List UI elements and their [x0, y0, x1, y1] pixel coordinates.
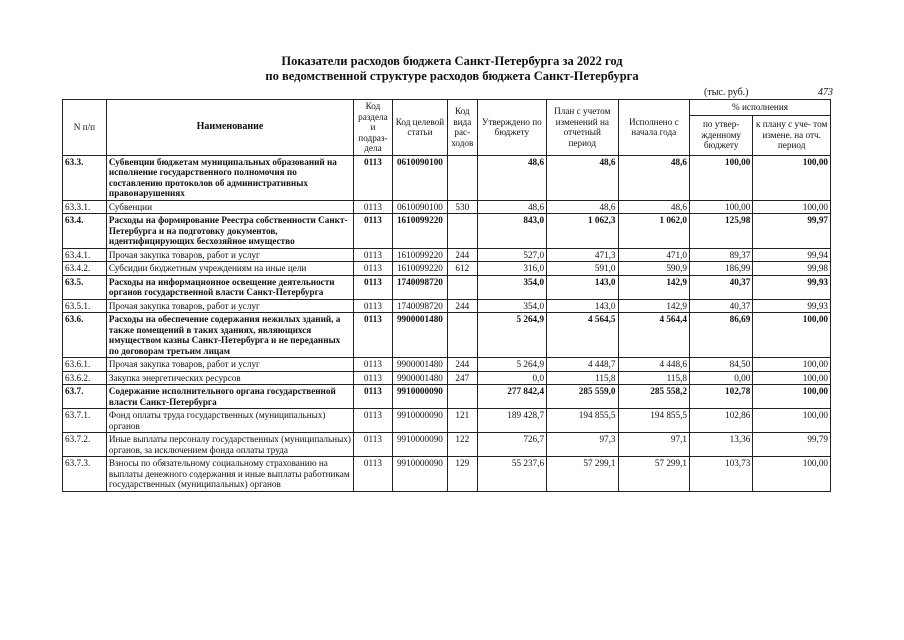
cell-name: Иные выплаты персоналу государственных (муниципальных) органов, за исключением фонда оплаты труда [106, 433, 353, 457]
cell-isp: 4 448,6 [618, 358, 689, 372]
cell-plan: 285 559,0 [547, 385, 618, 409]
cell-num: 63.4. [63, 214, 107, 249]
report-title-line2: по ведомственной структуре расходов бюджета Санкт-Петербурга [265, 69, 639, 83]
cell-plan: 4 564,5 [547, 313, 618, 358]
cell-vid: 244 [447, 358, 477, 372]
cell-pct-plan: 100,00 [753, 371, 831, 385]
cell-razdel: 0113 [354, 155, 393, 200]
cell-cel: 1610099220 [392, 262, 447, 276]
cell-isp: 4 564,4 [618, 313, 689, 358]
cell-cel: 9910000090 [392, 433, 447, 457]
cell-isp: 471,0 [618, 248, 689, 262]
cell-pct-utv: 125,98 [690, 214, 753, 249]
table-body [63, 155, 831, 491]
cell-isp: 1 062,0 [618, 214, 689, 249]
cell-utv: 48,6 [477, 155, 546, 200]
cell-plan: 48,6 [547, 155, 618, 200]
col-header-isp: Исполнено с начала года [618, 100, 689, 156]
cell-pct-utv: 102,86 [690, 409, 753, 433]
cell-pct-plan: 99,94 [753, 248, 831, 262]
col-header-pct-utv: по утвер- жденному бюджету [690, 115, 753, 155]
col-header-plan: План с учетом изменений на отчетный период [547, 100, 618, 156]
cell-razdel: 0113 [354, 385, 393, 409]
cell-name: Расходы на обеспечение содержания нежилых зданий, а также помещений в таких зданиях, являющихся имуществом казны Санкт-Петербурга и не переданных по договорам третьим лицам [106, 313, 353, 358]
cell-name: Субвенции бюджетам муниципальных образований на исполнение государственного полномочия по составлению протоколов об административных правонарушениях [106, 155, 353, 200]
col-header-name: Наименование [106, 100, 353, 156]
cell-pct-utv: 13,36 [690, 433, 753, 457]
cell-num: 63.4.2. [63, 262, 107, 276]
cell-cel: 9910000090 [392, 409, 447, 433]
cell-pct-plan: 99,93 [753, 275, 831, 299]
table-row [63, 371, 831, 385]
cell-num: 63.7.1. [63, 409, 107, 433]
cell-cel: 1610099220 [392, 248, 447, 262]
cell-utv: 316,0 [477, 262, 546, 276]
cell-pct-plan: 100,00 [753, 457, 831, 492]
cell-vid [447, 214, 477, 249]
cell-vid [447, 275, 477, 299]
cell-pct-plan: 100,00 [753, 358, 831, 372]
cell-pct-utv: 89,37 [690, 248, 753, 262]
cell-cel: 9910000090 [392, 457, 447, 492]
cell-razdel: 0113 [354, 371, 393, 385]
table-row [63, 385, 831, 409]
cell-razdel: 0113 [354, 313, 393, 358]
cell-pct-plan: 100,00 [753, 313, 831, 358]
cell-utv: 726,7 [477, 433, 546, 457]
cell-vid: 129 [447, 457, 477, 492]
cell-isp: 142,9 [618, 275, 689, 299]
cell-plan: 1 062,3 [547, 214, 618, 249]
cell-utv: 354,0 [477, 275, 546, 299]
page-number: 473 [818, 87, 833, 98]
cell-isp: 57 299,1 [618, 457, 689, 492]
cell-plan: 591,0 [547, 262, 618, 276]
cell-num: 63.3.1. [63, 200, 107, 214]
cell-name: Субвенции [106, 200, 353, 214]
cell-razdel: 0113 [354, 409, 393, 433]
cell-num: 63.5. [63, 275, 107, 299]
cell-pct-utv: 0,00 [690, 371, 753, 385]
table-row [63, 313, 831, 358]
cell-pct-utv: 100,00 [690, 200, 753, 214]
cell-utv: 48,6 [477, 200, 546, 214]
cell-num: 63.7.3. [63, 457, 107, 492]
cell-pct-plan: 99,79 [753, 433, 831, 457]
cell-plan: 471,3 [547, 248, 618, 262]
table-row [63, 155, 831, 200]
cell-vid: 121 [447, 409, 477, 433]
cell-pct-plan: 100,00 [753, 155, 831, 200]
col-header-num: N п/п [63, 100, 107, 156]
cell-cel: 1740098720 [392, 299, 447, 313]
cell-utv: 843,0 [477, 214, 546, 249]
cell-num: 63.7. [63, 385, 107, 409]
cell-num: 63.6.1. [63, 358, 107, 372]
table-row [63, 409, 831, 433]
cell-plan: 143,0 [547, 275, 618, 299]
cell-num: 63.3. [63, 155, 107, 200]
report-title-line1: Показатели расходов бюджета Санкт-Петербурга за 2022 год [281, 54, 623, 68]
table-row [63, 214, 831, 249]
cell-cel: 0610090100 [392, 200, 447, 214]
cell-razdel: 0113 [354, 358, 393, 372]
cell-name: Расходы на информационное освещение деятельности органов государственной власти Санкт-Петербурга [106, 275, 353, 299]
cell-vid [447, 385, 477, 409]
table-row [63, 433, 831, 457]
budget-table [62, 99, 831, 492]
cell-isp: 142,9 [618, 299, 689, 313]
cell-pct-utv: 84,50 [690, 358, 753, 372]
cell-pct-utv: 86,69 [690, 313, 753, 358]
cell-name: Содержание исполнительного органа государственной власти Санкт-Петербурга [106, 385, 353, 409]
cell-plan: 4 448,7 [547, 358, 618, 372]
cell-utv: 354,0 [477, 299, 546, 313]
cell-cel: 9900001480 [392, 313, 447, 358]
header-row [63, 100, 831, 116]
col-header-utv: Утверждено по бюджету [477, 100, 546, 156]
cell-isp: 285 558,2 [618, 385, 689, 409]
cell-vid: 530 [447, 200, 477, 214]
cell-vid: 244 [447, 248, 477, 262]
cell-pct-utv: 102,78 [690, 385, 753, 409]
cell-isp: 97,1 [618, 433, 689, 457]
cell-razdel: 0113 [354, 457, 393, 492]
col-header-cel: Код целевой статьи [392, 100, 447, 156]
table-row [63, 248, 831, 262]
cell-cel: 9900001480 [392, 371, 447, 385]
cell-razdel: 0113 [354, 214, 393, 249]
cell-razdel: 0113 [354, 248, 393, 262]
cell-razdel: 0113 [354, 200, 393, 214]
cell-plan: 97,3 [547, 433, 618, 457]
cell-utv: 55 237,6 [477, 457, 546, 492]
table-row [63, 457, 831, 492]
cell-pct-plan: 100,00 [753, 200, 831, 214]
cell-plan: 143,0 [547, 299, 618, 313]
cell-cel: 0610090100 [392, 155, 447, 200]
cell-name: Прочая закупка товаров, работ и услуг [106, 248, 353, 262]
units-label: (тыс. руб.) [704, 87, 749, 98]
cell-name: Прочая закупка товаров, работ и услуг [106, 358, 353, 372]
table-row [63, 358, 831, 372]
cell-num: 63.6. [63, 313, 107, 358]
col-header-razdel: Код раздела и подраз- дела [354, 100, 393, 156]
cell-utv: 0,0 [477, 371, 546, 385]
col-header-pct-plan: к плану с уче- том измене. на отч. период [753, 115, 831, 155]
cell-vid: 612 [447, 262, 477, 276]
cell-pct-utv: 40,37 [690, 299, 753, 313]
cell-name: Прочая закупка товаров, работ и услуг [106, 299, 353, 313]
cell-num: 63.6.2. [63, 371, 107, 385]
cell-name: Субсидии бюджетным учреждениям на иные цели [106, 262, 353, 276]
cell-pct-plan: 100,00 [753, 385, 831, 409]
cell-isp: 48,6 [618, 200, 689, 214]
cell-pct-plan: 99,97 [753, 214, 831, 249]
cell-utv: 5 264,9 [477, 313, 546, 358]
cell-pct-utv: 103,73 [690, 457, 753, 492]
cell-cel: 1610099220 [392, 214, 447, 249]
cell-razdel: 0113 [354, 299, 393, 313]
cell-num: 63.7.2. [63, 433, 107, 457]
cell-pct-plan: 99,98 [753, 262, 831, 276]
cell-name: Расходы на формирование Реестра собственности Санкт-Петербурга и на подготовку документов, идентифицирующих бесхозяйное имущество [106, 214, 353, 249]
table-row [63, 262, 831, 276]
cell-utv: 5 264,9 [477, 358, 546, 372]
table-row [63, 275, 831, 299]
cell-razdel: 0113 [354, 262, 393, 276]
cell-name: Фонд оплаты труда государственных (муниципальных) органов [106, 409, 353, 433]
cell-num: 63.4.1. [63, 248, 107, 262]
cell-utv: 189 428,7 [477, 409, 546, 433]
cell-cel: 9910000090 [392, 385, 447, 409]
cell-isp: 48,6 [618, 155, 689, 200]
col-header-vid: Код вида рас- ходов [447, 100, 477, 156]
cell-pct-utv: 186,99 [690, 262, 753, 276]
cell-isp: 590,9 [618, 262, 689, 276]
cell-plan: 48,6 [547, 200, 618, 214]
cell-vid [447, 155, 477, 200]
cell-vid: 247 [447, 371, 477, 385]
cell-pct-utv: 100,00 [690, 155, 753, 200]
cell-razdel: 0113 [354, 433, 393, 457]
cell-vid: 122 [447, 433, 477, 457]
cell-utv: 527,0 [477, 248, 546, 262]
cell-vid [447, 313, 477, 358]
cell-vid: 244 [447, 299, 477, 313]
cell-utv: 277 842,4 [477, 385, 546, 409]
cell-name: Взносы по обязательному социальному страхованию на выплаты денежного содержания и иные выплаты работникам государственных (муниципальных) органов [106, 457, 353, 492]
cell-isp: 194 855,5 [618, 409, 689, 433]
cell-num: 63.5.1. [63, 299, 107, 313]
cell-plan: 115,8 [547, 371, 618, 385]
table-row [63, 200, 831, 214]
cell-isp: 115,8 [618, 371, 689, 385]
cell-plan: 194 855,5 [547, 409, 618, 433]
cell-name: Закупка энергетических ресурсов [106, 371, 353, 385]
cell-plan: 57 299,1 [547, 457, 618, 492]
cell-cel: 1740098720 [392, 275, 447, 299]
cell-razdel: 0113 [354, 275, 393, 299]
table-row [63, 299, 831, 313]
col-header-pct: % исполнения [690, 100, 831, 116]
cell-pct-plan: 99,93 [753, 299, 831, 313]
cell-pct-plan: 100,00 [753, 409, 831, 433]
cell-cel: 9900001480 [392, 358, 447, 372]
cell-pct-utv: 40,37 [690, 275, 753, 299]
